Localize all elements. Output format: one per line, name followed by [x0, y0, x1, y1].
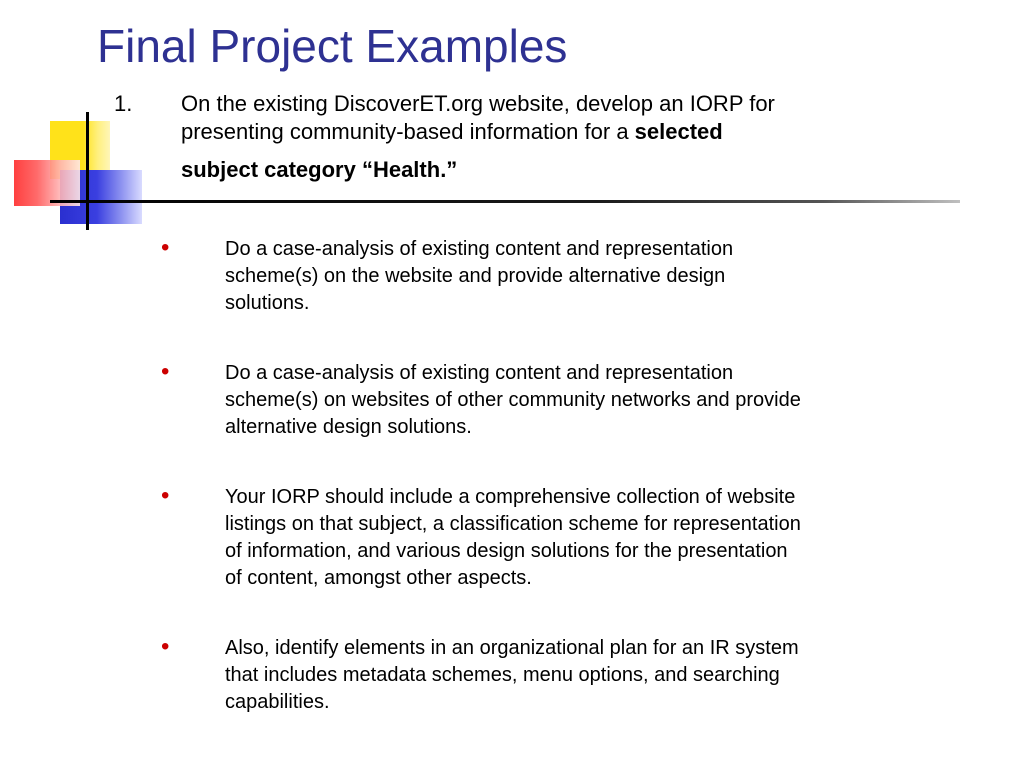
bullet-text	[225, 635, 980, 716]
bullet-line: Also, identify elements in an organizational plan for an IR system	[225, 637, 799, 659]
bullet-line: of content, amongst other aspects.	[225, 567, 532, 589]
numbered-item-text	[181, 90, 971, 184]
numbered-item-line	[181, 118, 971, 146]
bullet-line: listings on that subject, a classification scheme for representation	[225, 513, 801, 535]
bullet-line: scheme(s) on the website and provide alternative design	[225, 265, 726, 287]
bullet-marker: •	[161, 482, 170, 509]
bullet-line: Do a case-analysis of existing content and representation	[225, 238, 734, 260]
bullet-line: Your IORP should include a comprehensive collection of website	[225, 486, 796, 508]
numbered-item-plain-text: presenting community-based information for a	[181, 119, 635, 144]
item-number: 1.	[114, 91, 133, 116]
numbered-item-line: On the existing DiscoverET.org website, develop an IORP for	[181, 91, 775, 116]
bullet-text	[225, 236, 980, 317]
bullet-item	[160, 360, 980, 441]
numbered-item-bold-text: selected	[634, 119, 723, 144]
bullet-marker: •	[161, 358, 170, 385]
bullet-item	[160, 635, 980, 716]
bullet-line: of information, and various design solutions for the presentation	[225, 540, 788, 562]
bullet-text	[225, 360, 980, 441]
bullet-text	[225, 484, 980, 592]
bullet-item	[160, 236, 980, 317]
decorative-vertical-line	[86, 112, 89, 230]
numbered-item-bold-line: subject category “Health.”	[181, 157, 458, 182]
slide-title: Final Project Examples	[97, 20, 568, 72]
decorative-horizontal-rule	[50, 200, 960, 203]
bullet-line: capabilities.	[225, 691, 330, 713]
bullet-line: alternative design solutions.	[225, 416, 472, 438]
bullet-item	[160, 484, 980, 592]
bullet-line: that includes metadata schemes, menu options, and searching	[225, 664, 780, 686]
bullet-line: scheme(s) on websites of other community networks and provide	[225, 389, 801, 411]
bullet-marker: •	[161, 633, 170, 660]
bullet-marker: •	[161, 234, 170, 261]
bullet-line: Do a case-analysis of existing content and representation	[225, 362, 734, 384]
bullet-line: solutions.	[225, 292, 310, 314]
bullet-list	[160, 236, 980, 759]
